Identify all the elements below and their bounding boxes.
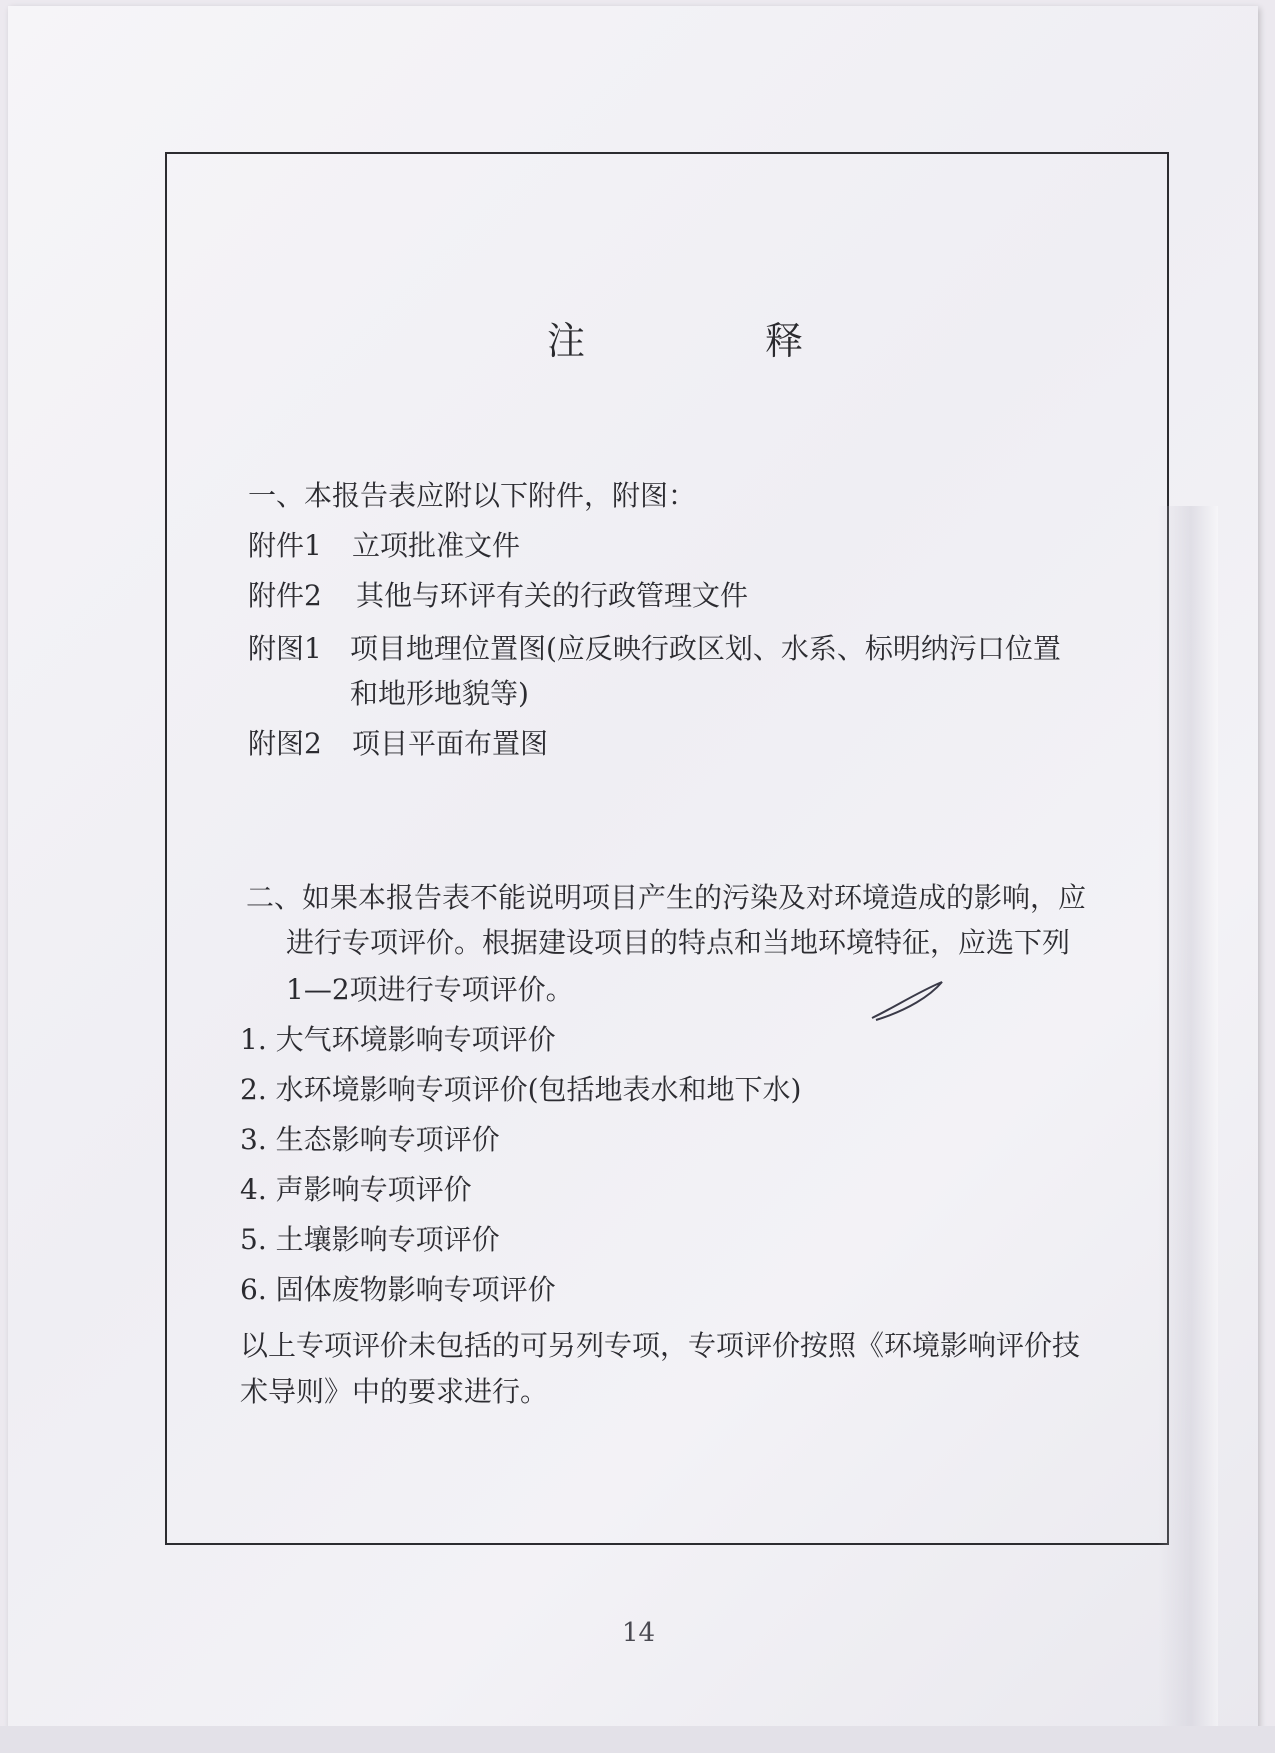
section2-footer-line: 术导则》中的要求进行。: [240, 1375, 549, 1408]
pen-mark-icon: [868, 978, 948, 1026]
scan-bottom-strip: [0, 1726, 1275, 1753]
attachment-label: 附件2: [248, 579, 322, 612]
attachment-text: 其他与环评有关的行政管理文件: [356, 579, 749, 612]
title-char-right: 释: [765, 319, 805, 363]
special-assessment-item: 4. 声影响专项评价: [240, 1173, 472, 1206]
figure-item: [248, 726, 548, 762]
figure-text-continuation: 和地形地貌等): [350, 677, 529, 710]
attachment-text: 立项批准文件: [352, 529, 521, 562]
title-char-left: 注: [547, 319, 587, 363]
section2-heading-line: 1—2项进行专项评价。: [286, 973, 574, 1006]
special-assessment-item: 2. 水环境影响专项评价(包括地表水和地下水): [240, 1073, 802, 1106]
section1-heading: 一、本报告表应附以下附件，附图：: [248, 479, 697, 512]
page-title: [157, 310, 1161, 370]
special-assessment-item: 1. 大气环境影响专项评价: [240, 1023, 556, 1056]
attachment-item: [248, 578, 748, 614]
figure-item: [248, 631, 1061, 667]
page-number: 14: [622, 1618, 656, 1648]
special-assessment-item: 6. 固体废物影响专项评价: [240, 1273, 556, 1306]
special-assessment-item: 5. 土壤影响专项评价: [240, 1223, 500, 1256]
section2-heading-line: 二、如果本报告表不能说明项目产生的污染及对环境造成的影响，应: [246, 881, 1087, 914]
figure-label: 附图1: [248, 632, 322, 665]
figure-text: 项目平面布置图: [352, 727, 549, 760]
figure-label: 附图2: [248, 727, 322, 760]
section2-footer-line: 以上专项评价未包括的可另列专项，专项评价按照《环境影响评价技: [240, 1329, 1081, 1362]
attachment-label: 附件1: [248, 529, 322, 562]
attachment-item: [248, 528, 520, 564]
section2-heading-line: 进行专项评价。根据建设项目的特点和当地环境特征，应选下列: [286, 926, 1071, 959]
document-page: [8, 6, 1258, 1742]
figure-text: 项目地理位置图(应反映行政区划、水系、标明纳污口位置: [350, 632, 1061, 665]
special-assessment-item: 3. 生态影响专项评价: [240, 1123, 500, 1156]
